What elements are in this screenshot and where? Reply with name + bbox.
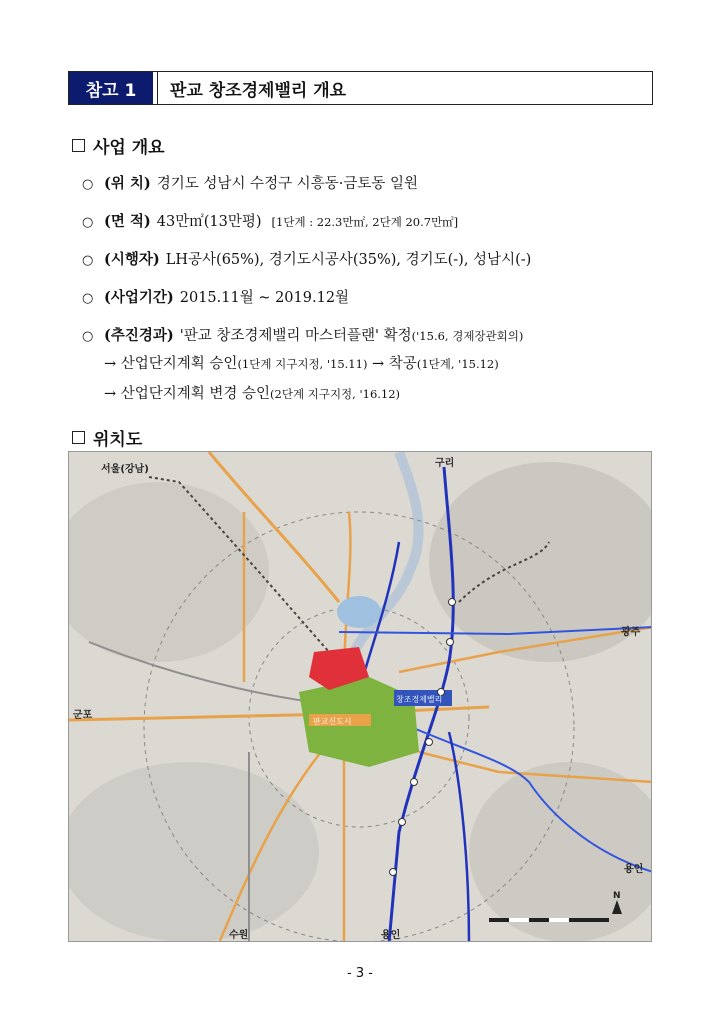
square-bullet-icon — [72, 139, 85, 152]
map-label-pangyo: 판교신도시 — [313, 717, 352, 726]
progress-subline-2 — [104, 382, 400, 403]
map-label-guri: 구리 — [435, 458, 455, 469]
location-map-svg — [69, 452, 652, 942]
reference-header — [68, 71, 653, 105]
subline-main: → 산업단지계획 변경 승인 — [104, 386, 271, 402]
map-label-gwangju: 광주 — [621, 627, 641, 638]
subline-note-2: (1단계, '15.12) — [416, 357, 499, 371]
circle-bullet-icon: ○ — [82, 215, 94, 230]
item-text: '판교 창조경제밸리 마스터플랜' 확정 — [179, 328, 412, 344]
item-label: (면 적) — [104, 213, 151, 230]
item-label: (사업기간) — [104, 289, 174, 306]
item-label: (추진경과) — [104, 327, 174, 344]
map-label-site: 창조경제밸리 — [396, 695, 443, 704]
progress-subline-1 — [104, 352, 499, 373]
circle-bullet-icon: ○ — [82, 253, 94, 268]
overview-item-progress — [82, 324, 523, 345]
item-extra: [1단계 : 22.3만㎡, 2단계 20.7만㎡] — [271, 215, 459, 229]
item-text: 경기도 성남시 수정구 시흥동·금토동 일원 — [156, 176, 418, 192]
map-label-gunpo: 군포 — [73, 710, 93, 721]
circle-bullet-icon: ○ — [82, 177, 94, 192]
map-label-seoul: 서울(강남) — [101, 464, 149, 475]
square-bullet-icon — [72, 431, 85, 444]
page-title: 판교 창조경제밸리 개요 — [170, 80, 347, 101]
subline-main-2: → 착공 — [367, 356, 417, 372]
page-number: - 3 - — [347, 966, 373, 981]
item-label: (위 치) — [104, 175, 151, 192]
subline-note: (2단계 지구지정, '16.12) — [270, 387, 401, 401]
item-label: (시행자) — [104, 251, 160, 268]
item-text: 2015.11월 ~ 2019.12월 — [179, 290, 350, 306]
overview-title-text: 사업 개요 — [93, 138, 165, 158]
overview-item-area — [82, 210, 458, 231]
item-text: LH공사(65%), 경기도시공사(35%), 경기도(-), 성남시(-) — [165, 252, 532, 268]
circle-bullet-icon: ○ — [82, 291, 94, 306]
item-text: 43만㎡(13만평) — [156, 214, 262, 230]
map-label-suwon: 수원 — [229, 930, 249, 941]
map-label-yongin-bottom: 용인 — [381, 930, 401, 941]
location-map — [68, 451, 652, 942]
item-extra: ('15.6, 경제장관회의) — [411, 329, 524, 343]
reference-tag: 참고 1 — [69, 72, 153, 104]
north-arrow-label: N — [613, 891, 621, 901]
subline-main: → 산업단지계획 승인 — [104, 356, 238, 372]
subline-note: (1단계 지구지정, '15.11) — [237, 357, 368, 371]
map-label-yongin-right: 용인 — [624, 864, 644, 875]
overview-item-location — [82, 172, 418, 193]
location-title-text: 위치도 — [93, 430, 143, 450]
circle-bullet-icon: ○ — [82, 329, 94, 344]
location-section-title — [72, 425, 142, 450]
overview-section-title — [72, 133, 165, 158]
overview-item-operator — [82, 248, 531, 269]
overview-item-period — [82, 286, 349, 307]
